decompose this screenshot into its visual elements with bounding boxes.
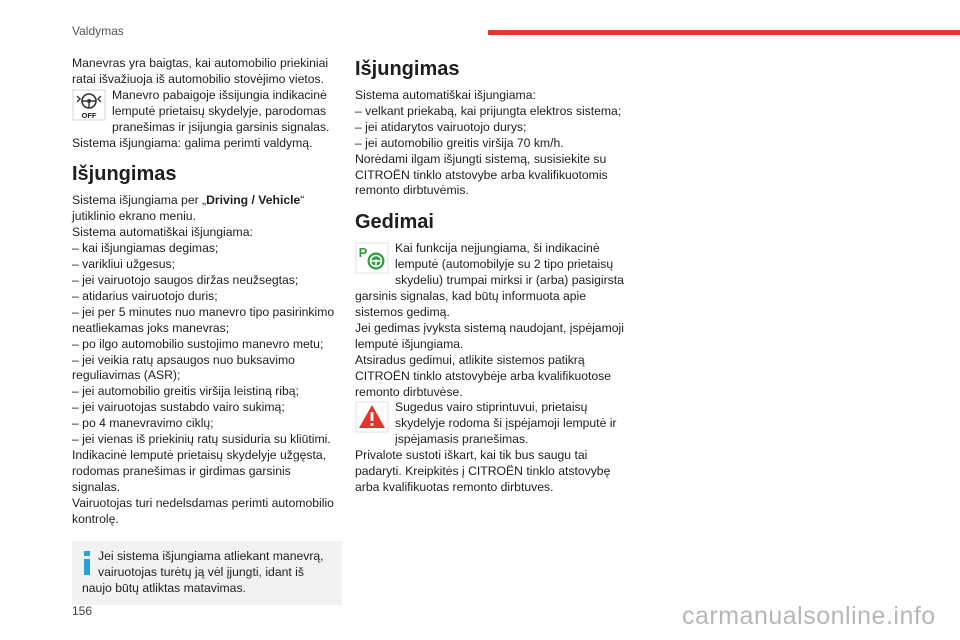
auto-off-line: – jei vairuotojo saugos diržas neužsegtas; (72, 272, 299, 287)
intro-paragraph: Manevras yra baigtas, kai automobilio priekiniai ratai išvažiuoja iš automobilio stovėjimo vietos. (72, 56, 329, 86)
auto-off-line: Indikacinė lemputė prietaisų skydelyje užgęsta, rodomas pranešimas ir girdimas garsinis signalas. (72, 447, 327, 494)
fault-line: Atsiradus gedimui, atlikite sistemos patikrą CITROËN tinklo atstovybėje arba kvalifikuotose remonto dirbtuvėse. (355, 352, 612, 399)
section-title: Valdymas (72, 24, 124, 38)
page-number: 156 (72, 604, 93, 618)
auto-off-line: – kai išjungiamas degimas; (72, 241, 219, 256)
info-note-text: Jei sistema išjungiama atliekant manevrą, vairuotojas turėtų ją vėl įjungti, idant iš naujo būtų atliktas matavimas. (82, 549, 324, 596)
info-icon (82, 551, 92, 575)
watermark: carmanualsonline.info (682, 602, 936, 630)
heading-isjungimas-left: Išjungimas (72, 163, 177, 186)
auto-off-line: – varikliui užgesus; (72, 257, 175, 272)
warning-indicator-text: Sugedus vairo stiprintuvui, prietaisų skydelyje rodoma ši įspėjamoji lemputė ir įspėjamasis pranešimas. (395, 400, 617, 447)
park-assist-fault-icon (355, 242, 389, 274)
heading-isjungimas-right: Išjungimas (355, 58, 460, 80)
trailer-line: – jei automobilio greitis viršija 70 km/h. (355, 135, 564, 150)
accent-bar (488, 30, 960, 35)
stop-advice-text: Privalote sustoti iškart, kai tik bus saugu tai padaryti. Kreipkitės į CITROËN tinklo atstovybę arba kvalifikuotas remonto dirbtuves. (355, 448, 611, 494)
off-indicator-block (72, 88, 342, 136)
fault-line: Jei gedimas įvyksta sistemą naudojant, įspėjamoji lemputė išjungiama. (355, 320, 624, 351)
steering-off-icon (72, 89, 106, 121)
heading-gedimai: Gedimai (355, 211, 434, 234)
trailer-line: Sistema automatiškai išjungiama: (355, 88, 536, 102)
menu-path-text: Sistema išjungiama per „Driving / Vehicle“ jutiklinio ekrano meniu. (72, 193, 305, 224)
auto-off-line: – jei vienas iš priekinių ratų susiduria su kliūtimi. (72, 432, 331, 447)
auto-off-line: – atidarius vairuotojo duris; (72, 288, 218, 303)
warning-indicator-block (355, 400, 625, 448)
auto-off-line: – jei vairuotojas sustabdo vairo sukimą; (72, 400, 285, 415)
fault-indicator-text: Kai funkcija neįjungiama, ši indikacinė lemputė (automobilyje su 2 tipo prietaisų skydeliu) trumpai mirksi ir (arba) pasigirsta garsinis signalas, kad būtų informuota apie sistemos gedimą. (355, 241, 624, 319)
off-label: OFF (81, 110, 97, 120)
trailer-line: – velkant priekabą, kai prijungta elektros sistema; (355, 103, 622, 118)
warning-triangle-icon (355, 401, 389, 433)
column-left (72, 56, 342, 605)
auto-off-line: – jei automobilio greitis viršija leistiną ribą; (72, 384, 299, 399)
auto-off-line: Vairuotojas turi nedelsdamas perimti automobilio kontrolę. (72, 495, 334, 526)
after-icon-text: Sistema išjungiama: galima perimti valdymą. (72, 135, 313, 150)
svg-text:P: P (358, 245, 368, 261)
auto-off-line: – jei per 5 minutes nuo manevro tipo pasirinkimo neatliekamas joks manevras; (72, 304, 335, 335)
off-indicator-text: Manevro pabaigoje išsijungia indikacinė lemputė prietaisų skydelyje, parodomas pranešimas ir įsijungia garsinis signalas. (112, 87, 330, 134)
auto-off-line: – jei veikia ratų apsaugos nuo buksavimo reguliavimas (ASR); (72, 352, 295, 383)
trailer-line: – jei atidarytos vairuotojo durys; (355, 119, 527, 134)
auto-off-line: – po 4 manevravimo ciklų; (72, 416, 214, 431)
auto-off-line: Sistema automatiškai išjungiama: (72, 225, 253, 240)
menu-path-bold: Driving / Vehicle (206, 193, 301, 208)
fault-indicator-block (355, 241, 625, 321)
auto-off-line: – po ilgo automobilio sustojimo manevro metu; (72, 336, 324, 351)
trailer-line: Norėdami ilgam išjungti sistemą, susisiekite su CITROËN tinklo atstovybe arba kvalifikuotomis remonto dirbtuvėmis. (355, 151, 608, 198)
column-right (355, 56, 625, 496)
info-note (72, 541, 342, 605)
